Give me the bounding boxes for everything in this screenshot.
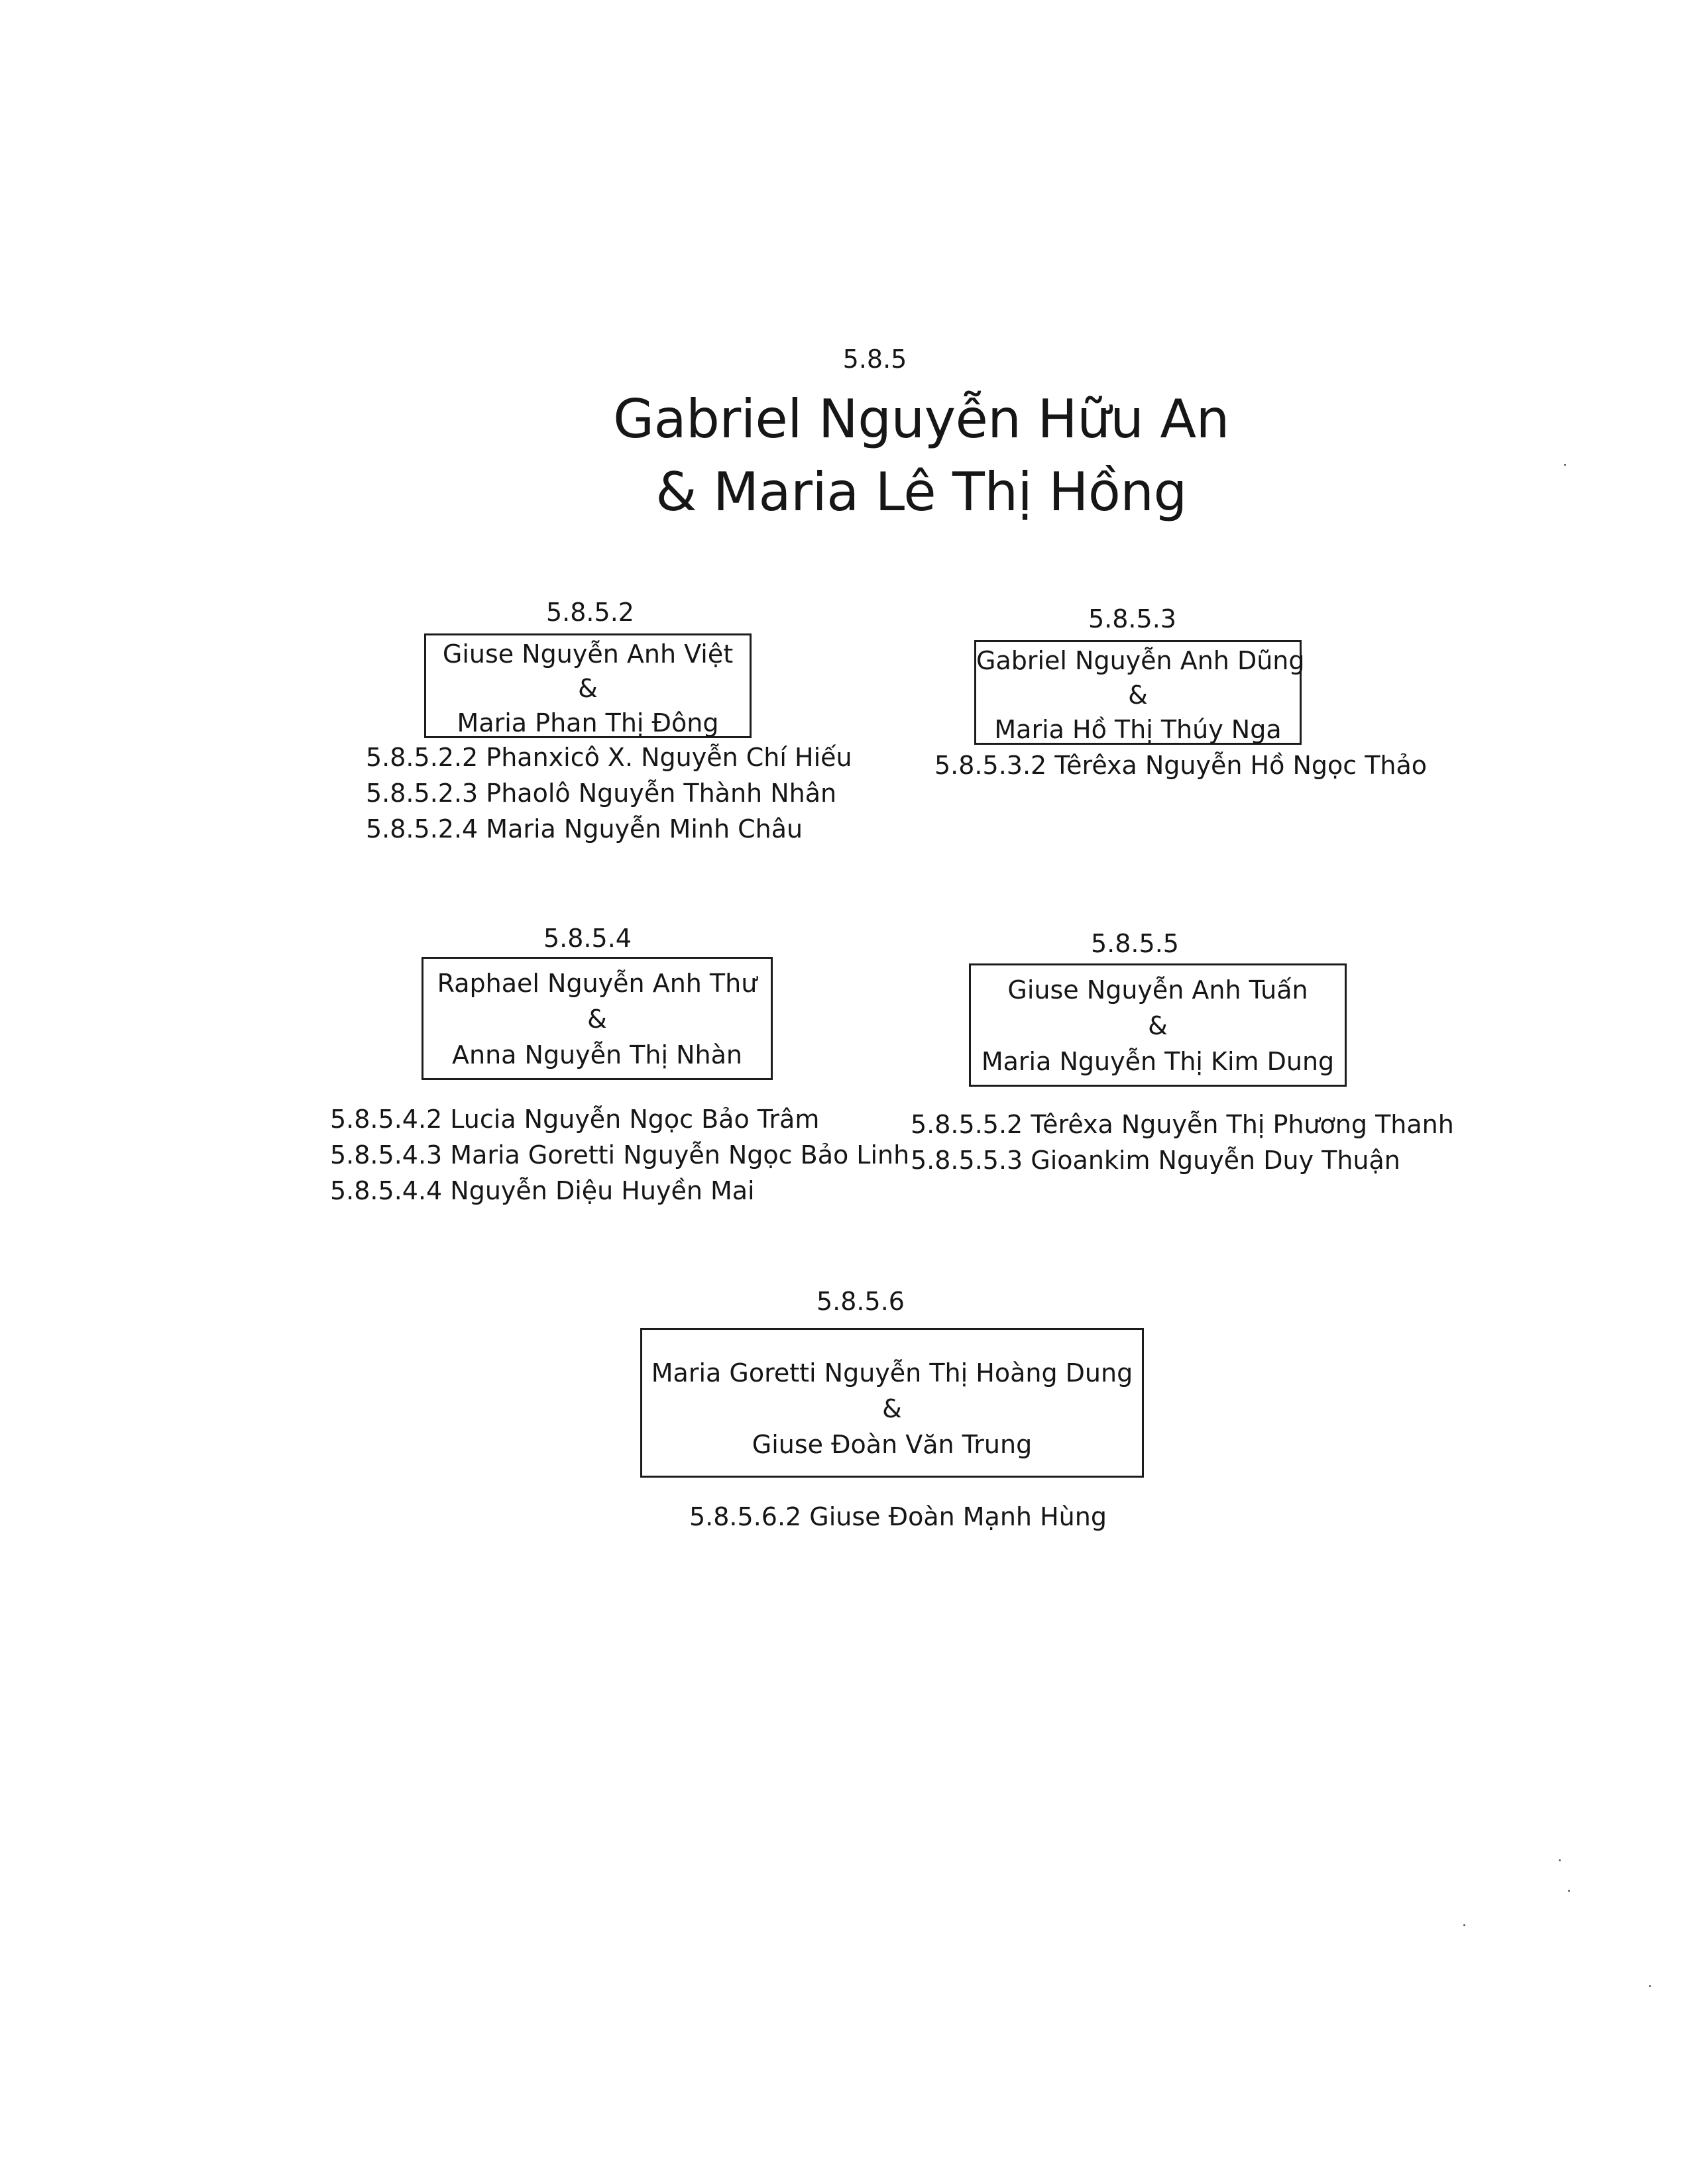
spouse-name: Maria Goretti Nguyễn Thị Hoàng Dung (651, 1358, 1133, 1388)
children-list (366, 739, 852, 847)
child-entry: 5.8.5.4.4 Nguyễn Diệu Huyền Mai (330, 1176, 755, 1205)
scan-speck (1649, 1985, 1651, 1987)
couple-box (969, 963, 1347, 1087)
children-list (911, 1107, 1454, 1178)
spouse-name: Maria Hồ Thị Thúy Nga (994, 715, 1282, 744)
root-title-line2: & Maria Lê Thị Hồng (655, 461, 1187, 523)
spouse-name: Anna Nguyễn Thị Nhàn (451, 1040, 742, 1069)
child-entry: 5.8.5.6.2 Giuse Đoàn Mạnh Hùng (689, 1502, 1107, 1531)
spouse-name: Maria Phan Thị Đông (457, 708, 719, 737)
ampersand: & (882, 1394, 902, 1423)
ampersand: & (1148, 1011, 1168, 1040)
ampersand: & (1128, 681, 1148, 710)
child-entry: 5.8.5.4.2 Lucia Nguyễn Ngọc Bảo Trâm (330, 1105, 820, 1134)
child-entry: 5.8.5.4.3 Maria Goretti Nguyễn Ngọc Bảo Linh (330, 1140, 910, 1170)
spouse-name: Giuse Nguyễn Anh Tuấn (1007, 975, 1308, 1005)
child-entry: 5.8.5.5.2 Têrêxa Nguyễn Thị Phương Thanh (911, 1110, 1454, 1139)
scan-speck (1463, 1924, 1465, 1926)
family-code: 5.8.5.6 (816, 1287, 905, 1316)
child-entry: 5.8.5.2.2 Phanxicô X. Nguyễn Chí Hiếu (366, 743, 852, 772)
couple-box (974, 640, 1305, 745)
spouse-name: Gabriel Nguyễn Anh Dũng (976, 646, 1305, 675)
family-code: 5.8.5.3 (1088, 604, 1176, 633)
children-list (689, 1499, 1107, 1535)
ampersand: & (578, 674, 598, 703)
family-code: 5.8.5.5 (1091, 929, 1179, 958)
couple-box (422, 957, 773, 1080)
children-list (934, 747, 1427, 783)
scan-speck (1559, 1859, 1561, 1861)
couple-box (640, 1328, 1144, 1478)
scan-speck (1564, 464, 1566, 466)
couple-box (424, 633, 752, 738)
root-code: 5.8.5 (842, 345, 907, 374)
spouse-name: Raphael Nguyễn Anh Thư (437, 969, 758, 998)
family-code: 5.8.5.2 (546, 598, 634, 627)
child-entry: 5.8.5.2.4 Maria Nguyễn Minh Châu (366, 814, 803, 844)
root-title-line1: Gabriel Nguyễn Hữu An (613, 388, 1229, 450)
child-entry: 5.8.5.2.3 Phaolô Nguyễn Thành Nhân (366, 779, 837, 808)
children-list (330, 1101, 909, 1209)
spouse-name: Giuse Nguyễn Anh Việt (442, 639, 734, 669)
spouse-name: Maria Nguyễn Thị Kim Dung (981, 1047, 1335, 1076)
scan-speck (1568, 1890, 1570, 1892)
spouse-name: Giuse Đoàn Văn Trung (752, 1430, 1033, 1459)
ampersand: & (587, 1005, 607, 1034)
child-entry: 5.8.5.3.2 Têrêxa Nguyễn Hồ Ngọc Thảo (934, 751, 1428, 780)
family-code: 5.8.5.4 (543, 924, 632, 953)
child-entry: 5.8.5.5.3 Gioankim Nguyễn Duy Thuận (911, 1146, 1400, 1175)
